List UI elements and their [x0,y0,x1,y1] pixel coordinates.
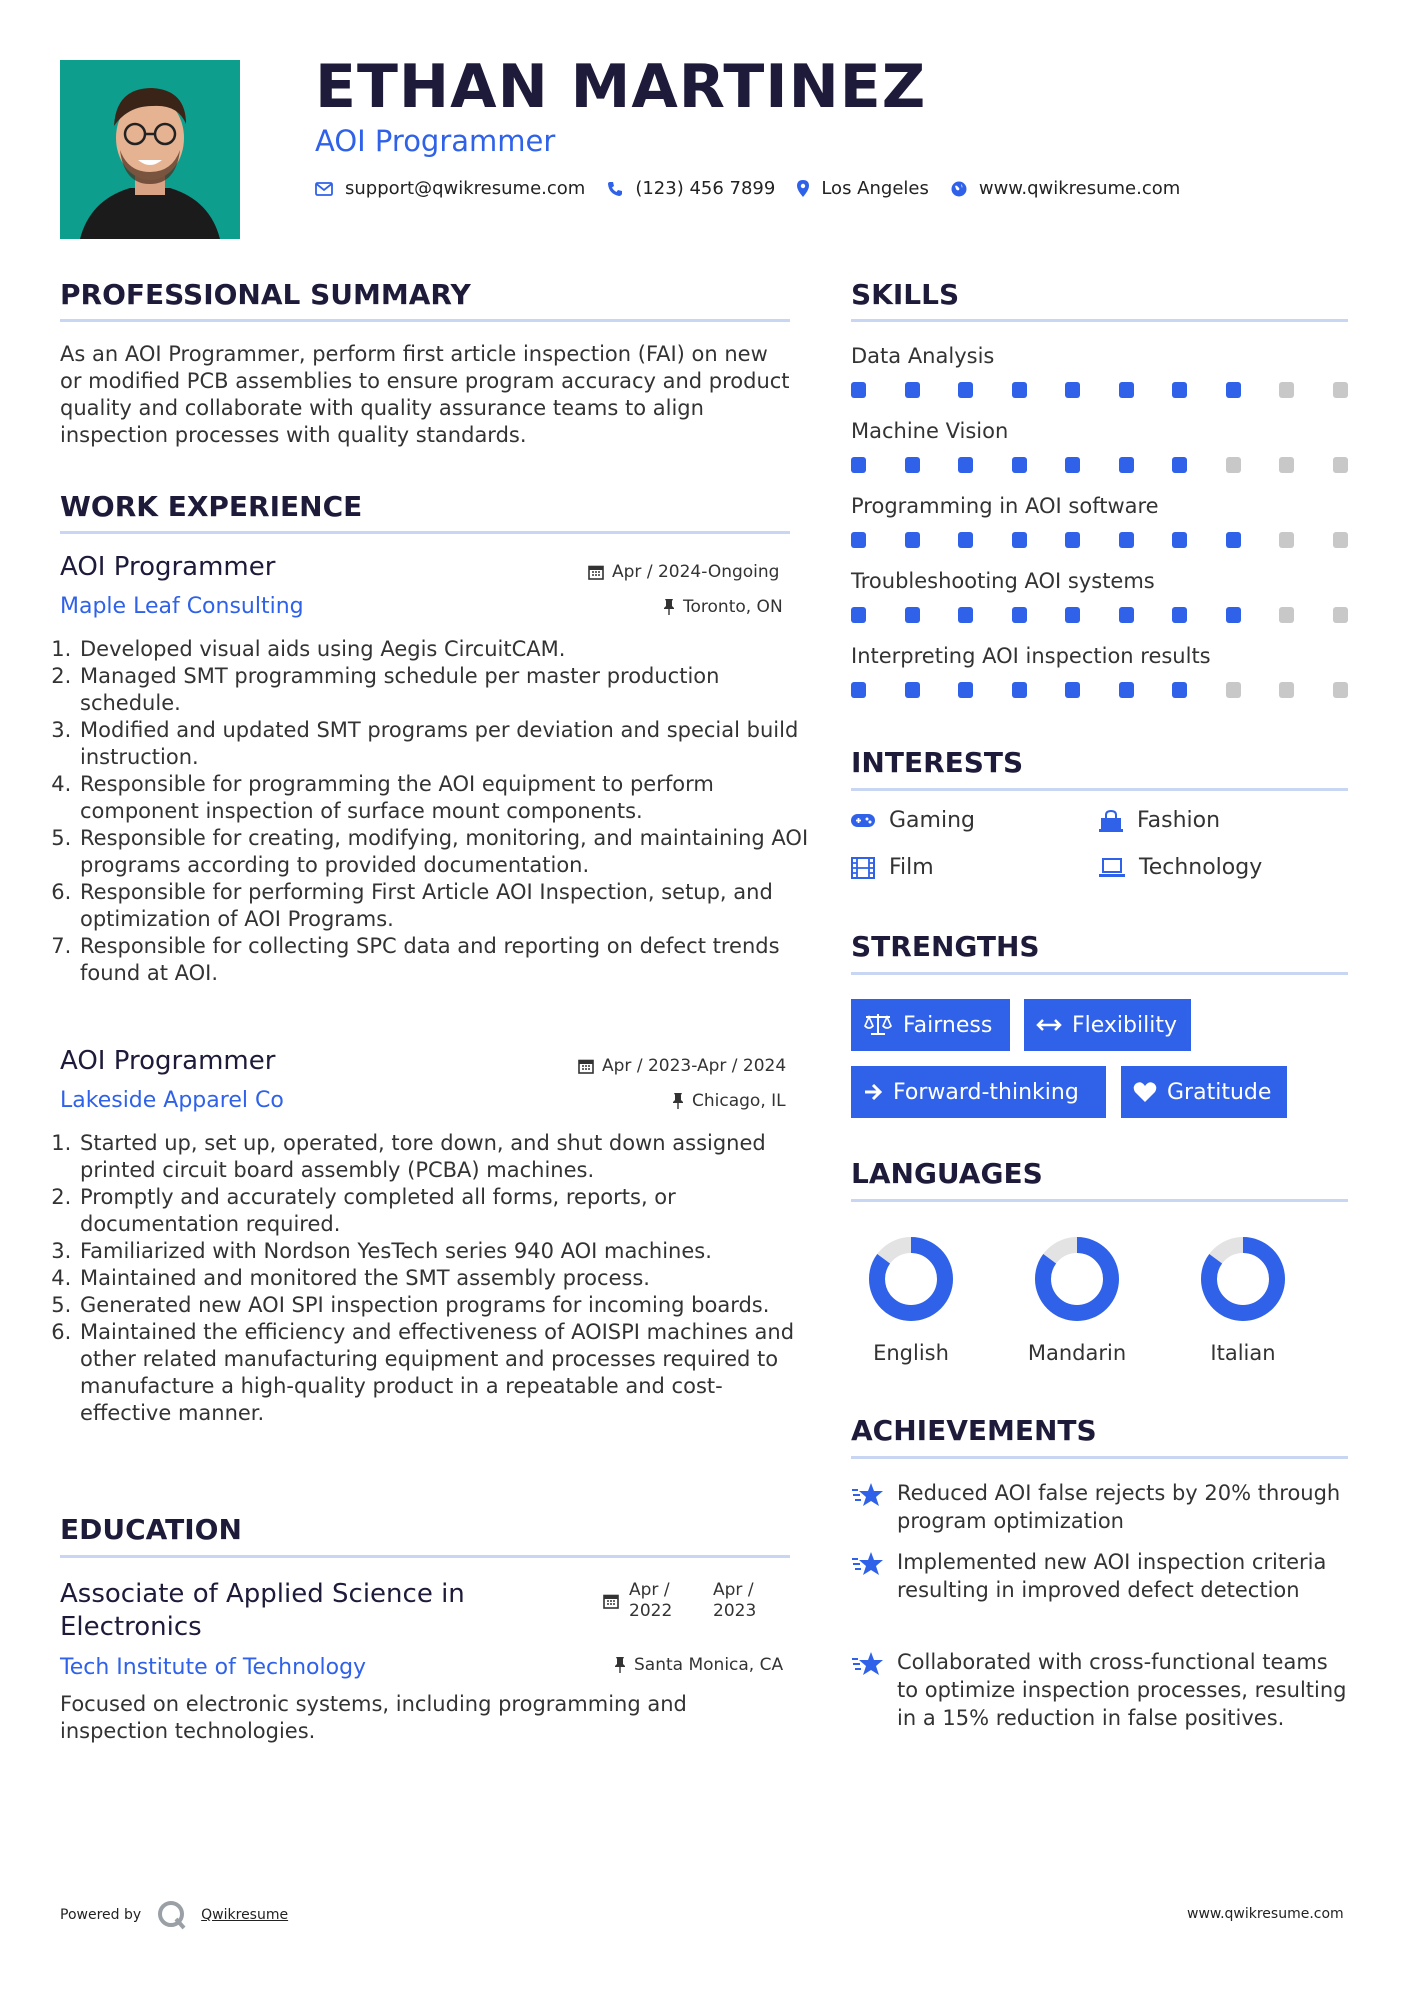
duty-item: 3. Modified and updated SMT programs per deviation and special build instruction. [78,717,810,771]
education-divider [60,1555,790,1558]
pushpin-icon [614,1657,626,1673]
achievement-item [851,1479,1351,1535]
skill-dot-empty [1333,382,1348,398]
skill-dot-filled [851,457,866,473]
job-company: Lakeside Apparel Co [60,1088,284,1113]
shopping-bag-icon [1099,810,1123,832]
job-date-text: Apr / 2023-Apr / 2024 [602,1056,787,1076]
skills-heading: SKILLS [851,278,960,311]
job-duties-list [60,636,810,987]
skill-rating [851,682,1348,698]
skill-dot-filled [958,382,973,398]
skill-dot-filled [851,532,866,548]
gamepad-icon [851,813,875,829]
skill-dot-empty [1226,457,1241,473]
interest-item [1099,855,1262,880]
skill-dot-filled [905,607,920,623]
job-title: AOI Programmer [60,1046,276,1076]
education-location-text: Santa Monica, CA [634,1655,784,1675]
skill-dot-empty [1279,382,1294,398]
duty-item: 7. Responsible for collecting SPC data and reporting on defect trends found at AOI. [78,933,810,987]
interest-item [851,855,934,880]
contact-location: Los Angeles [821,178,929,199]
contact-bar [315,178,1202,199]
strength-label: Fairness [903,1012,993,1038]
education-description: Focused on electronic systems, including programming and inspection technologies. [60,1692,687,1743]
skill-dot-filled [1172,382,1187,398]
achievement-text: Reduced AOI false rejects by 20% through program optimization [897,1481,1341,1533]
duty-item: 2. Promptly and accurately completed all forms, reports, or documentation required. [78,1184,810,1238]
interest-item [851,808,975,833]
pushpin-icon [663,599,675,615]
language-name: Mandarin [1027,1341,1127,1365]
skill-dot-empty [1333,532,1348,548]
skill-dot-filled [1065,532,1080,548]
contact-website[interactable]: www.qwikresume.com [978,178,1181,199]
heart-icon [1133,1081,1157,1103]
duty-item: 5. Generated new AOI SPI inspection programs for incoming boards. [78,1292,810,1319]
skill-dot-filled [905,382,920,398]
job-date [578,1056,786,1076]
profile-photo [60,60,240,239]
duty-item: 1. Started up, set up, operated, tore down, and shut down assigned printed circuit board assembly (PCBA) machines. [78,1130,810,1184]
achievement-text: Collaborated with cross-functional teams to optimize inspection processes, resulting in a 15% reduction in false positives. [897,1650,1347,1730]
education-date-start: Apr / 2022 [629,1580,673,1621]
skill-rating [851,457,1348,473]
candidate-role: AOI Programmer [315,124,556,158]
strength-tag [851,1066,1106,1118]
skill-name: Interpreting AOI inspection results [851,644,1211,668]
skill-dot-filled [1172,682,1187,698]
skill-dot-filled [1012,532,1027,548]
language-donut [868,1236,954,1322]
footer-branding [60,1900,288,1930]
skill-dot-filled [1119,607,1134,623]
strength-label: Flexibility [1072,1012,1177,1038]
job-company: Maple Leaf Consulting [60,594,304,619]
achievement-item [851,1648,1351,1732]
film-icon [851,857,875,879]
job-location-text: Toronto, ON [683,597,783,617]
interest-label: Film [889,855,934,880]
achievement-text: Implemented new AOI inspection criteria resulting in improved defect detection [897,1550,1327,1602]
skill-dot-filled [958,532,973,548]
duty-item: 6. Maintained the efficiency and effectiveness of AOISPI machines and other related manufacturing equipment and processes required to manufacture a high-quality product in a repeatable and cost-effective manner. [78,1319,810,1427]
skill-dot-filled [1065,682,1080,698]
skill-dot-empty [1333,682,1348,698]
duty-item: 6. Responsible for performing First Article AOI Inspection, setup, and optimization of AOI Programs. [78,879,810,933]
interest-label: Technology [1139,855,1263,880]
job-location [672,1091,786,1111]
strengths-divider [851,972,1348,975]
job-date [588,562,779,582]
skill-dot-empty [1279,532,1294,548]
arrow-right-icon [863,1083,883,1101]
envelope-icon [315,182,333,196]
job-location-text: Chicago, IL [692,1091,786,1111]
skill-dot-filled [1012,682,1027,698]
laptop-icon [1099,858,1125,878]
summary-text: As an AOI Programmer, perform first article inspection (FAI) on new or modified PCB assemblies to ensure program accuracy and product quality and collaborate with quality assurance teams to align inspection processes with quality standards. [60,342,790,447]
skill-dot-filled [1172,457,1187,473]
skill-dot-filled [958,682,973,698]
skills-divider [851,319,1348,322]
experience-heading: WORK EXPERIENCE [60,490,363,523]
skill-rating [851,382,1348,398]
star-burst-icon [851,1651,885,1677]
skill-dot-filled [905,457,920,473]
job-location [663,597,783,617]
skill-dot-empty [1226,682,1241,698]
summary-divider [60,319,790,322]
skill-dot-empty [1279,607,1294,623]
pushpin-icon [672,1093,684,1109]
skill-dot-filled [1065,382,1080,398]
arrows-horizontal-icon [1036,1017,1062,1033]
achievements-divider [851,1456,1348,1459]
languages-divider [851,1199,1348,1202]
skill-dot-empty [1333,607,1348,623]
education-location [614,1655,783,1675]
strength-tag [1024,999,1191,1051]
experience-divider [60,531,790,534]
language-donut [1034,1236,1120,1322]
footer-website[interactable]: www.qwikresume.com [1187,1906,1344,1922]
phone-icon [607,181,623,197]
skill-name: Programming in AOI software [851,494,1159,518]
powered-by-label: Powered by [60,1907,142,1923]
skill-dot-filled [958,457,973,473]
duty-item: 4. Responsible for programming the AOI equipment to perform component inspection of surface mount components. [78,771,810,825]
skill-dot-filled [1119,532,1134,548]
skill-dot-empty [1279,457,1294,473]
strength-label: Forward-thinking [893,1079,1079,1105]
job-date-text: Apr / 2024-Ongoing [612,562,780,582]
skill-dot-filled [1226,607,1241,623]
skill-dot-filled [1172,607,1187,623]
skill-dot-filled [905,682,920,698]
duty-item: 2. Managed SMT programming schedule per master production schedule. [78,663,810,717]
skill-dot-filled [1065,607,1080,623]
map-marker-icon [797,180,809,197]
calendar-icon [588,564,604,580]
duty-item: 1. Developed visual aids using Aegis CircuitCAM. [78,636,810,663]
skill-dot-filled [1226,382,1241,398]
language-name: Italian [1210,1341,1276,1365]
skill-dot-filled [1012,607,1027,623]
skill-rating [851,532,1348,548]
skill-rating [851,607,1348,623]
contact-phone[interactable]: (123) 456 7899 [635,178,776,199]
contact-email[interactable]: support@qwikresume.com [345,178,586,199]
interest-label: Fashion [1137,808,1221,833]
brand-link[interactable]: Qwikresume [201,1907,289,1923]
star-burst-icon [851,1482,885,1508]
skill-dot-empty [1333,457,1348,473]
candidate-name: ETHAN MARTINEZ [315,52,927,122]
skill-dot-filled [851,607,866,623]
calendar-icon [578,1058,594,1074]
skill-dot-filled [1065,457,1080,473]
skill-dot-filled [851,382,866,398]
achievements-heading: ACHIEVEMENTS [851,1414,1097,1447]
strengths-heading: STRENGTHS [851,930,1040,963]
strength-tag [1121,1066,1287,1118]
strength-tag [851,999,1010,1051]
job-title: AOI Programmer [60,552,276,582]
education-heading: EDUCATION [60,1513,242,1546]
degree-title: Associate of Applied Science in Electronics [60,1579,465,1642]
skill-dot-filled [1119,457,1134,473]
skill-dot-filled [851,682,866,698]
skill-name: Data Analysis [851,344,995,368]
skill-dot-filled [1012,457,1027,473]
skill-name: Troubleshooting AOI systems [851,569,1155,593]
interests-divider [851,788,1348,791]
calendar-icon [603,1593,619,1609]
interests-heading: INTERESTS [851,746,1024,779]
strength-label: Gratitude [1167,1079,1272,1105]
skill-dot-filled [1012,382,1027,398]
language-name: English [873,1341,949,1365]
skill-dot-filled [1226,532,1241,548]
duty-item: 3. Familiarized with Nordson YesTech series 940 AOI machines. [78,1238,810,1265]
skill-dot-empty [1279,682,1294,698]
education-date-end: Apr / 2023 [713,1580,757,1621]
skill-dot-filled [1172,532,1187,548]
skill-dot-filled [905,532,920,548]
summary-heading: PROFESSIONAL SUMMARY [60,278,471,311]
interest-label: Gaming [889,808,975,833]
qwikresume-logo-icon [157,1900,187,1930]
duty-item: 5. Responsible for creating, modifying, monitoring, and maintaining AOI programs according to provided documentation. [78,825,810,879]
star-burst-icon [851,1551,885,1577]
achievement-item [851,1548,1351,1604]
language-donut [1200,1236,1286,1322]
interest-item [1099,808,1220,833]
skill-dot-filled [1119,682,1134,698]
job-duties-list [60,1130,810,1427]
skill-dot-filled [1119,382,1134,398]
globe-icon [951,181,967,197]
balance-scale-icon [863,1013,893,1037]
languages-heading: LANGUAGES [851,1157,1043,1190]
duty-item: 4. Maintained and monitored the SMT assembly process. [78,1265,810,1292]
skill-name: Machine Vision [851,419,1009,443]
skill-dot-filled [958,607,973,623]
school-name: Tech Institute of Technology [60,1655,367,1680]
